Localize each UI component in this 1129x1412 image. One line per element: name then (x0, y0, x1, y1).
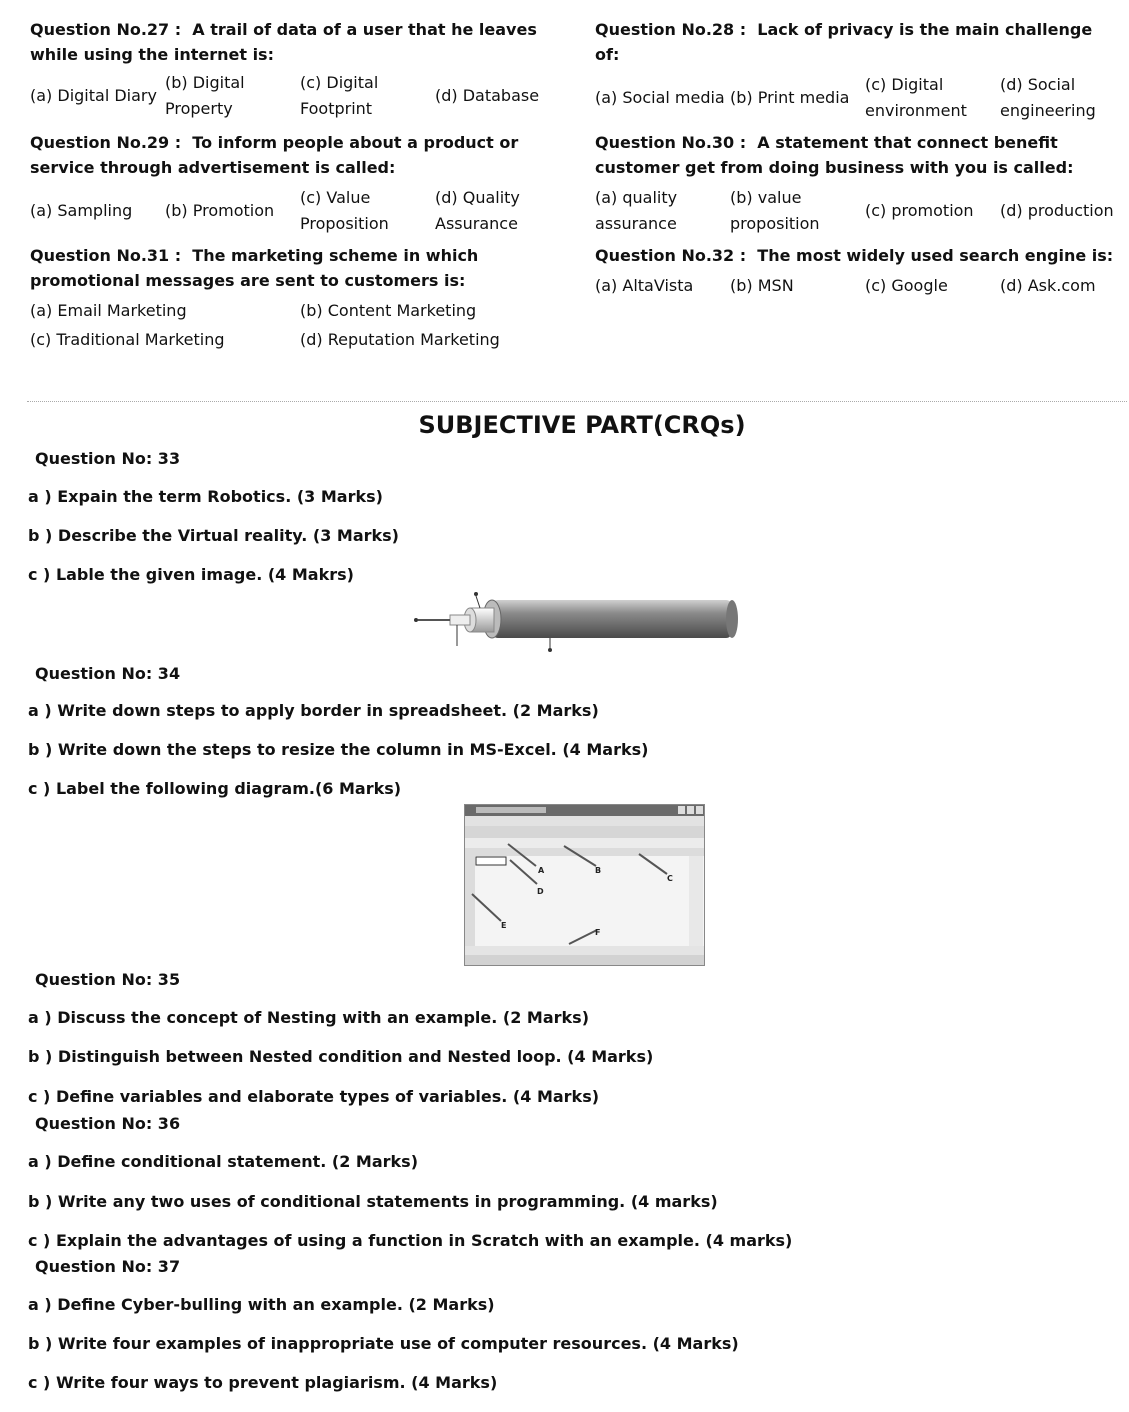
question-text: Lack of privacy is the main challenge of: (595, 20, 1093, 64)
part-b: b ) Write any two uses of conditional statements in programming. (4 marks) (28, 1192, 718, 1211)
option-b: (b) Digital Property (165, 73, 245, 118)
mcq-section (30, 17, 1120, 360)
option-b: (b) Print media (730, 88, 850, 107)
crq-36 (28, 1112, 1118, 1253)
question-number: Question No: 37 (35, 1257, 181, 1276)
option-a: (a) AltaVista (595, 276, 694, 295)
option-c: (c) Traditional Marketing (30, 330, 225, 349)
diagram-label-f: F (595, 928, 601, 937)
part-b: b ) Describe the Virtual reality. (3 Marks) (28, 526, 399, 545)
question-number: Question No: 33 (35, 449, 181, 468)
crq-34 (28, 662, 1118, 801)
diagram-label-b: B (595, 866, 602, 875)
diagram-label-d: D (537, 887, 544, 896)
question-text: The marketing scheme in which promotional messages are sent to customers is: (30, 246, 479, 290)
question-number: Question No: 36 (35, 1114, 181, 1133)
part-a: a ) Define conditional statement. (2 Marks) (28, 1152, 419, 1171)
diagram-label-e: E (501, 921, 507, 930)
part-c: c ) Explain the advantages of using a function in Scratch with an example. (4 marks) (28, 1231, 793, 1250)
question-label: Question No.31 : (30, 246, 182, 265)
mcq-32 (595, 243, 1120, 354)
option-d: (d) Reputation Marketing (300, 330, 500, 349)
option-a: (a) Email Marketing (30, 301, 187, 320)
mcq-31 (30, 243, 570, 354)
part-b: b ) Write down the steps to resize the column in MS-Excel. (4 Marks) (28, 740, 649, 759)
crq-33 (28, 447, 1118, 587)
crq-35 (28, 968, 1118, 1109)
option-c: (c) promotion (865, 201, 974, 220)
mcq-29 (30, 130, 570, 237)
option-c: (c) Value Proposition (300, 188, 389, 233)
part-c: c ) Write four ways to prevent plagiarism. (4 Marks) (28, 1373, 498, 1392)
part-a: a ) Write down steps to apply border in spreadsheet. (2 Marks) (28, 701, 599, 720)
part-c: c ) Define variables and elaborate types of variables. (4 Marks) (28, 1087, 600, 1106)
crq-37 (28, 1255, 1118, 1395)
option-d: (d) Quality Assurance (435, 188, 520, 233)
question-text: A statement that connect benefit customer get from doing business with you is called: (595, 133, 1074, 177)
option-b: (b) value proposition (730, 188, 820, 233)
diagram-label-c: C (667, 874, 673, 883)
option-b: (b) Content Marketing (300, 301, 477, 320)
question-label: Question No.32 : (595, 246, 747, 265)
part-c: c ) Lable the given image. (4 Makrs) (28, 565, 354, 584)
option-c: (c) Google (865, 276, 948, 295)
option-d: (d) Social engineering (1000, 75, 1096, 120)
option-b: (b) MSN (730, 276, 794, 295)
part-c: c ) Label the following diagram.(6 Marks) (28, 779, 402, 798)
option-d: (d) Database (435, 86, 540, 105)
coaxial-cable-image (410, 588, 745, 654)
question-number: Question No: 35 (35, 970, 181, 989)
part-a: a ) Expain the term Robotics. (3 Marks) (28, 487, 383, 506)
mcq-27 (30, 17, 570, 124)
option-d: (d) production (1000, 201, 1114, 220)
part-b: b ) Distinguish between Nested condition and Nested loop. (4 Marks) (28, 1047, 654, 1066)
option-a: (a) quality assurance (595, 188, 678, 233)
section-divider (27, 401, 1127, 402)
part-b: b ) Write four examples of inappropriate use of computer resources. (4 Marks) (28, 1334, 739, 1353)
option-c: (c) Digital Footprint (300, 73, 379, 118)
option-b: (b) Promotion (165, 201, 275, 220)
spreadsheet-window-image (464, 804, 705, 966)
option-a: (a) Sampling (30, 201, 133, 220)
mcq-28 (595, 17, 1120, 124)
question-number: Question No: 34 (35, 664, 181, 683)
section-title: SUBJECTIVE PART(CRQs) (418, 411, 746, 439)
question-text: To inform people about a product or service through advertisement is called: (30, 133, 519, 177)
option-a: (a) Digital Diary (30, 86, 157, 105)
question-text: The most widely used search engine is: (757, 246, 1114, 265)
part-a: a ) Define Cyber-bulling with an example. (2 Marks) (28, 1295, 495, 1314)
question-text: A trail of data of a user that he leaves while using the internet is: (30, 20, 537, 64)
diagram-label-a: A (538, 866, 545, 875)
part-a: a ) Discuss the concept of Nesting with an example. (2 Marks) (28, 1008, 590, 1027)
option-c: (c) Digital environment (865, 75, 967, 120)
option-d: (d) Ask.com (1000, 276, 1096, 295)
option-a: (a) Social media (595, 88, 725, 107)
mcq-30 (595, 130, 1120, 237)
question-label: Question No.30 : (595, 133, 747, 152)
question-label: Question No.28 : (595, 20, 747, 39)
question-label: Question No.29 : (30, 133, 182, 152)
question-label: Question No.27 : (30, 20, 182, 39)
